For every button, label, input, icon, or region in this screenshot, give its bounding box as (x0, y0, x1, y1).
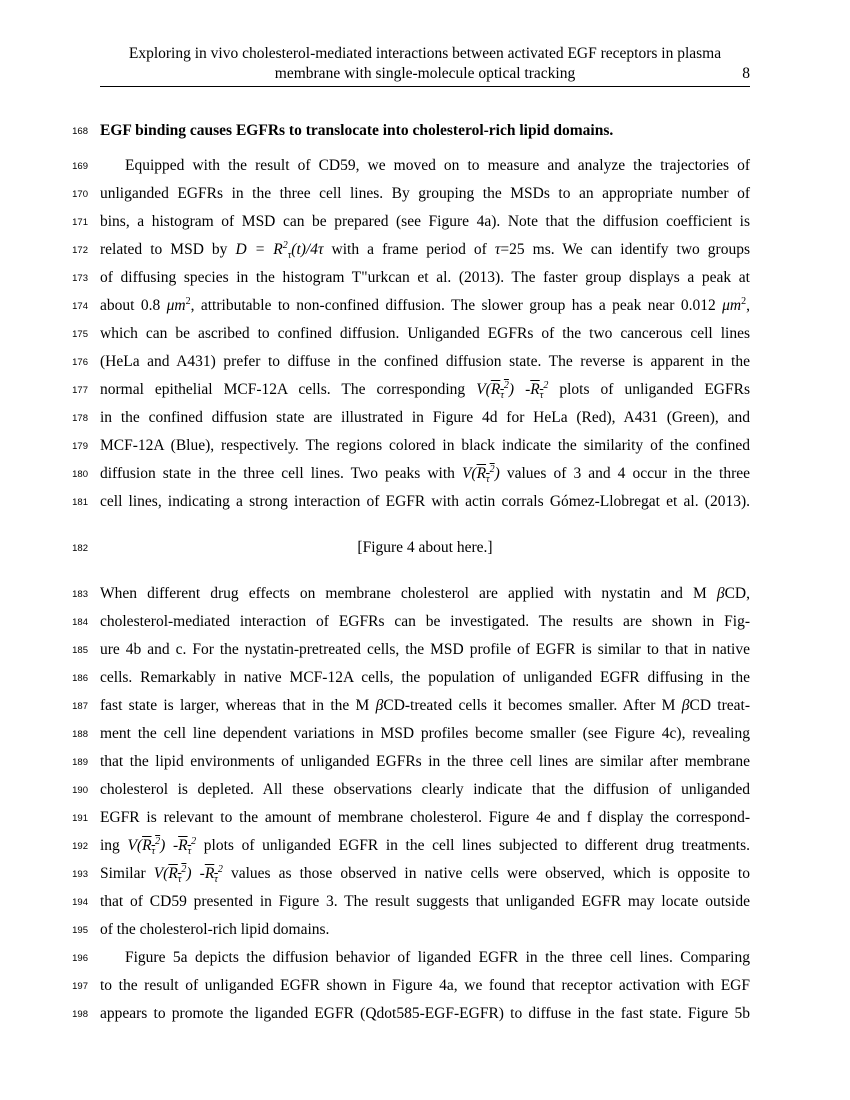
text-line: ing $V(R_\tau^2)$ $-R_\tau^2$ plots of unliganded EGFR in the cell lines subjected to different drug treatments. (100, 835, 750, 858)
line-number: 173 (72, 273, 88, 284)
text-line: Equipped with the result of CD59, we moved on to measure and analyze the trajectories of (125, 157, 750, 174)
text-line: When different drug effects on membrane cholesterol are applied with nystatin and M βCD, (100, 585, 750, 602)
line-number: 190 (72, 785, 88, 796)
line-number: 197 (72, 981, 88, 992)
line-number: 181 (72, 497, 88, 508)
line-number: 174 (72, 301, 88, 312)
line-number: 183 (72, 589, 88, 600)
text-line: (HeLa and A431) prefer to diffuse in the confined diffusion state. The reverse is apparent in the (100, 353, 750, 370)
text-line: appears to promote the liganded EGFR (Qdot585-EGF-EGFR) to diffuse in the fast state. Figure 5b (100, 1005, 750, 1022)
text-line: cell lines, indicating a strong interaction of EGFR with actin corrals Gómez-Llobregat et al. (2013). (100, 493, 750, 510)
text-line: in the confined diffusion state are illustrated in Figure 4d for HeLa (Red), A431 (Green), and (100, 409, 750, 426)
text-line: about 0.8 $\mu m^2$, attributable to non-confined diffusion. The slower group has a peak near 0.012 $\mu m^2$, (100, 295, 750, 314)
text-line: that of CD59 presented in Figure 3. The result suggests that unliganded EGFR may locate outside (100, 893, 750, 910)
text-line: diffusion state in the three cell lines. Two peaks with $V(R_\tau^2)$ values of 3 and 4 occur in the three (100, 463, 750, 486)
line-number: 170 (72, 189, 88, 200)
line-number: 179 (72, 441, 88, 452)
page-number: 8 (742, 64, 750, 82)
text-line: that the lipid environments of unliganded EGFRs in the three cell lines are similar after membrane (100, 753, 750, 770)
line-number: 187 (72, 701, 88, 712)
text-line: ure 4b and c. For the nystatin-pretreated cells, the MSD profile of EGFR is similar to that in native (100, 641, 750, 658)
line-number: 176 (72, 357, 88, 368)
text-line: cholesterol is depleted. All these observations clearly indicate that the diffusion of unliganded (100, 781, 750, 798)
text-line: ment the cell line dependent variations in MSD profiles become smaller (see Figure 4c), revealing (100, 725, 750, 742)
line-number: 192 (72, 841, 88, 852)
text-line: Similar $V(R_\tau^2)$ $-R_\tau^2$ values as those observed in native cells were observed, which is opposite to (100, 863, 750, 886)
line-number: 177 (72, 385, 88, 396)
line-number: 171 (72, 217, 88, 228)
figure-placeholder: [Figure 4 about here.] (357, 539, 493, 556)
text-line: bins, a histogram of MSD can be prepared (see Figure 4a). Note that the diffusion coefficient is (100, 213, 750, 230)
text-line: fast state is larger, whereas that in the M βCD-treated cells it becomes smaller. After M βCD treat- (100, 697, 750, 714)
v-r-expression: $V(R_\tau^2)$ $-R_\tau^2$ (127, 835, 197, 858)
header-rule (100, 86, 750, 87)
text-line: unliganded EGFRs in the three cell lines. By grouping the MSDs to an appropriate number of (100, 185, 750, 202)
line-number: 175 (72, 329, 88, 340)
text-line: normal epithelial MCF-12A cells. The corresponding $V(R_\tau^2)$ $-R_\tau^2$ plots of unliganded EGFRs (100, 379, 750, 402)
text-line: cholesterol-mediated interaction of EGFRs can be investigated. The results are shown in Fig- (100, 613, 750, 630)
header-title-line-2: membrane with single-molecule optical tracking (274, 64, 576, 82)
line-number: 191 (72, 813, 88, 824)
text-line: of diffusing species in the histogram T"urkcan et al. (2013). The faster group displays a peak at (100, 269, 750, 286)
text-line: Figure 5a depicts the diffusion behavior of liganded EGFR in the three cell lines. Comparing (125, 949, 750, 966)
v-r-expression: $V(R_\tau^2)$ $-R_\tau^2$ (476, 379, 549, 402)
header-title-line-1: Exploring in vivo cholesterol-mediated interactions between activated EGF receptors in plasma (128, 45, 722, 62)
line-number: 196 (72, 953, 88, 964)
line-number: 185 (72, 645, 88, 656)
text-line: related to MSD by $D = R^2_\tau(t)/4\tau$ with a frame period of τ=25 ms. We can identify two groups (100, 239, 750, 262)
line-number: 186 (72, 673, 88, 684)
v-r-expression: $V(R_\tau^2)$ $-R_\tau^2$ (153, 863, 223, 886)
text-line: MCF-12A (Blue), respectively. The regions colored in black indicate the similarity of the confined (100, 437, 750, 454)
diffusion-equation: $D = R^2_\tau(t)/4\tau$ (235, 239, 324, 262)
line-number: 189 (72, 757, 88, 768)
text-line: of the cholesterol-rich lipid domains. (100, 921, 330, 938)
line-number: 180 (72, 469, 88, 480)
line-number: 198 (72, 1009, 88, 1020)
line-number: 193 (72, 869, 88, 880)
line-number: 169 (72, 161, 88, 172)
line-number: 172 (72, 245, 88, 256)
v-r-expression: $V(R_\tau^2)$ (461, 463, 500, 486)
line-number: 182 (72, 543, 88, 554)
text-line: which can be ascribed to confined diffusion. Unliganded EGFRs of the two cancerous cell lines (100, 325, 750, 342)
line-number: 178 (72, 413, 88, 424)
text-line: to the result of unliganded EGFR shown in Figure 4a, we found that receptor activation with EGF (100, 977, 750, 994)
line-number: 184 (72, 617, 88, 628)
running-header (100, 44, 750, 84)
section-heading: EGF binding causes EGFRs to translocate into cholesterol-rich lipid domains. (100, 122, 614, 139)
text-line: EGFR is relevant to the amount of membrane cholesterol. Figure 4e and f display the correspond- (100, 809, 750, 826)
line-number: 194 (72, 897, 88, 908)
text-line: cells. Remarkably in native MCF-12A cells, the population of unliganded EGFR diffusing in the (100, 669, 750, 686)
line-number: 188 (72, 729, 88, 740)
line-number: 168 (72, 126, 88, 137)
line-number: 195 (72, 925, 88, 936)
